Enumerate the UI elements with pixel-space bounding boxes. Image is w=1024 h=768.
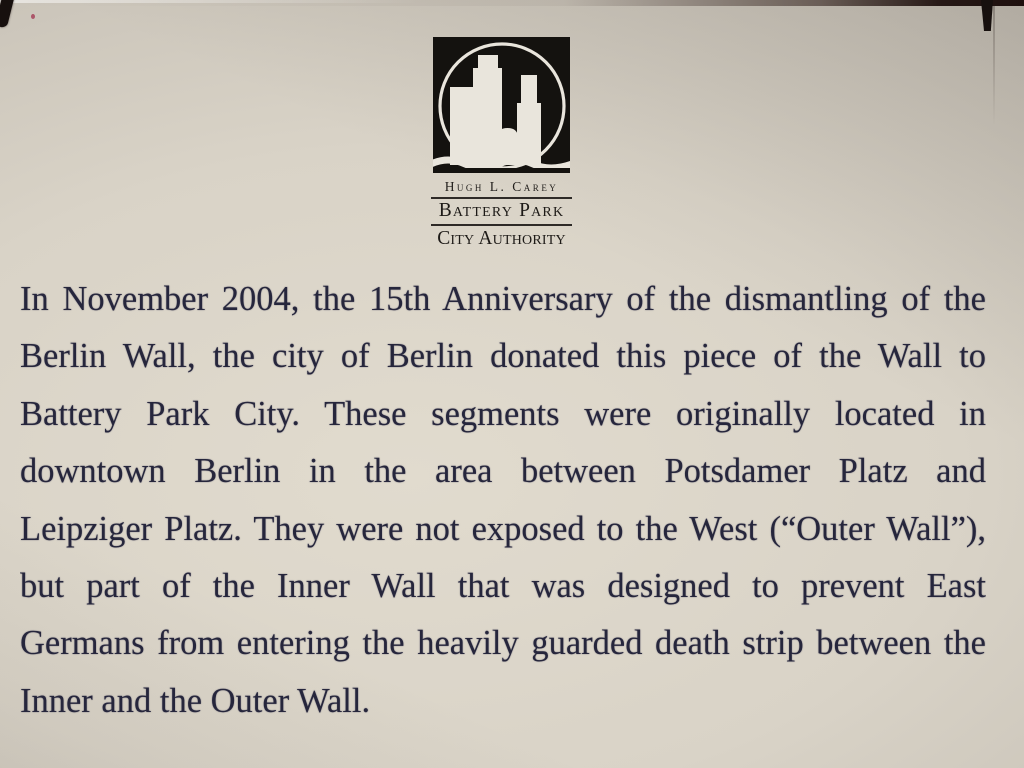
- plaque-paragraph: [20, 271, 986, 730]
- org-name-line1: Hugh L. Carey: [444, 179, 559, 194]
- body-line: In November 2004, the 15th Anniversary of the dismantling of the: [20, 280, 986, 318]
- body-line: downtown Berlin in the area between Potsdamer Platz and: [20, 452, 986, 491]
- body-line: Inner and the Outer Wall.: [20, 681, 371, 720]
- body-line: Berlin Wall, the city of Berlin donated this piece of the Wall to: [20, 337, 986, 376]
- org-name-line2: Battery Park: [438, 200, 565, 221]
- right-mounting-clip-icon: [981, 0, 993, 31]
- skyline-logo-icon: [433, 37, 570, 173]
- left-clip-reflection: [31, 14, 35, 19]
- sign-top-highlight: [0, 0, 420, 3]
- org-name-line3: City Authority: [437, 228, 566, 249]
- body-line: Leipziger Platz. They were not exposed to the West (“Outer Wall”),: [20, 509, 986, 548]
- body-line: Battery Park City. These segments were originally located in: [20, 394, 986, 433]
- logo-divider-bottom: [431, 224, 572, 226]
- right-crease-shadow: [993, 6, 995, 126]
- authority-logo: [431, 37, 572, 250]
- left-mounting-clip-icon: [0, 0, 15, 28]
- body-line: but part of the Inner Wall that was designed to prevent East: [20, 566, 986, 605]
- logo-divider-top: [431, 197, 572, 199]
- body-line: Germans from entering the heavily guarded death strip between the: [20, 624, 986, 663]
